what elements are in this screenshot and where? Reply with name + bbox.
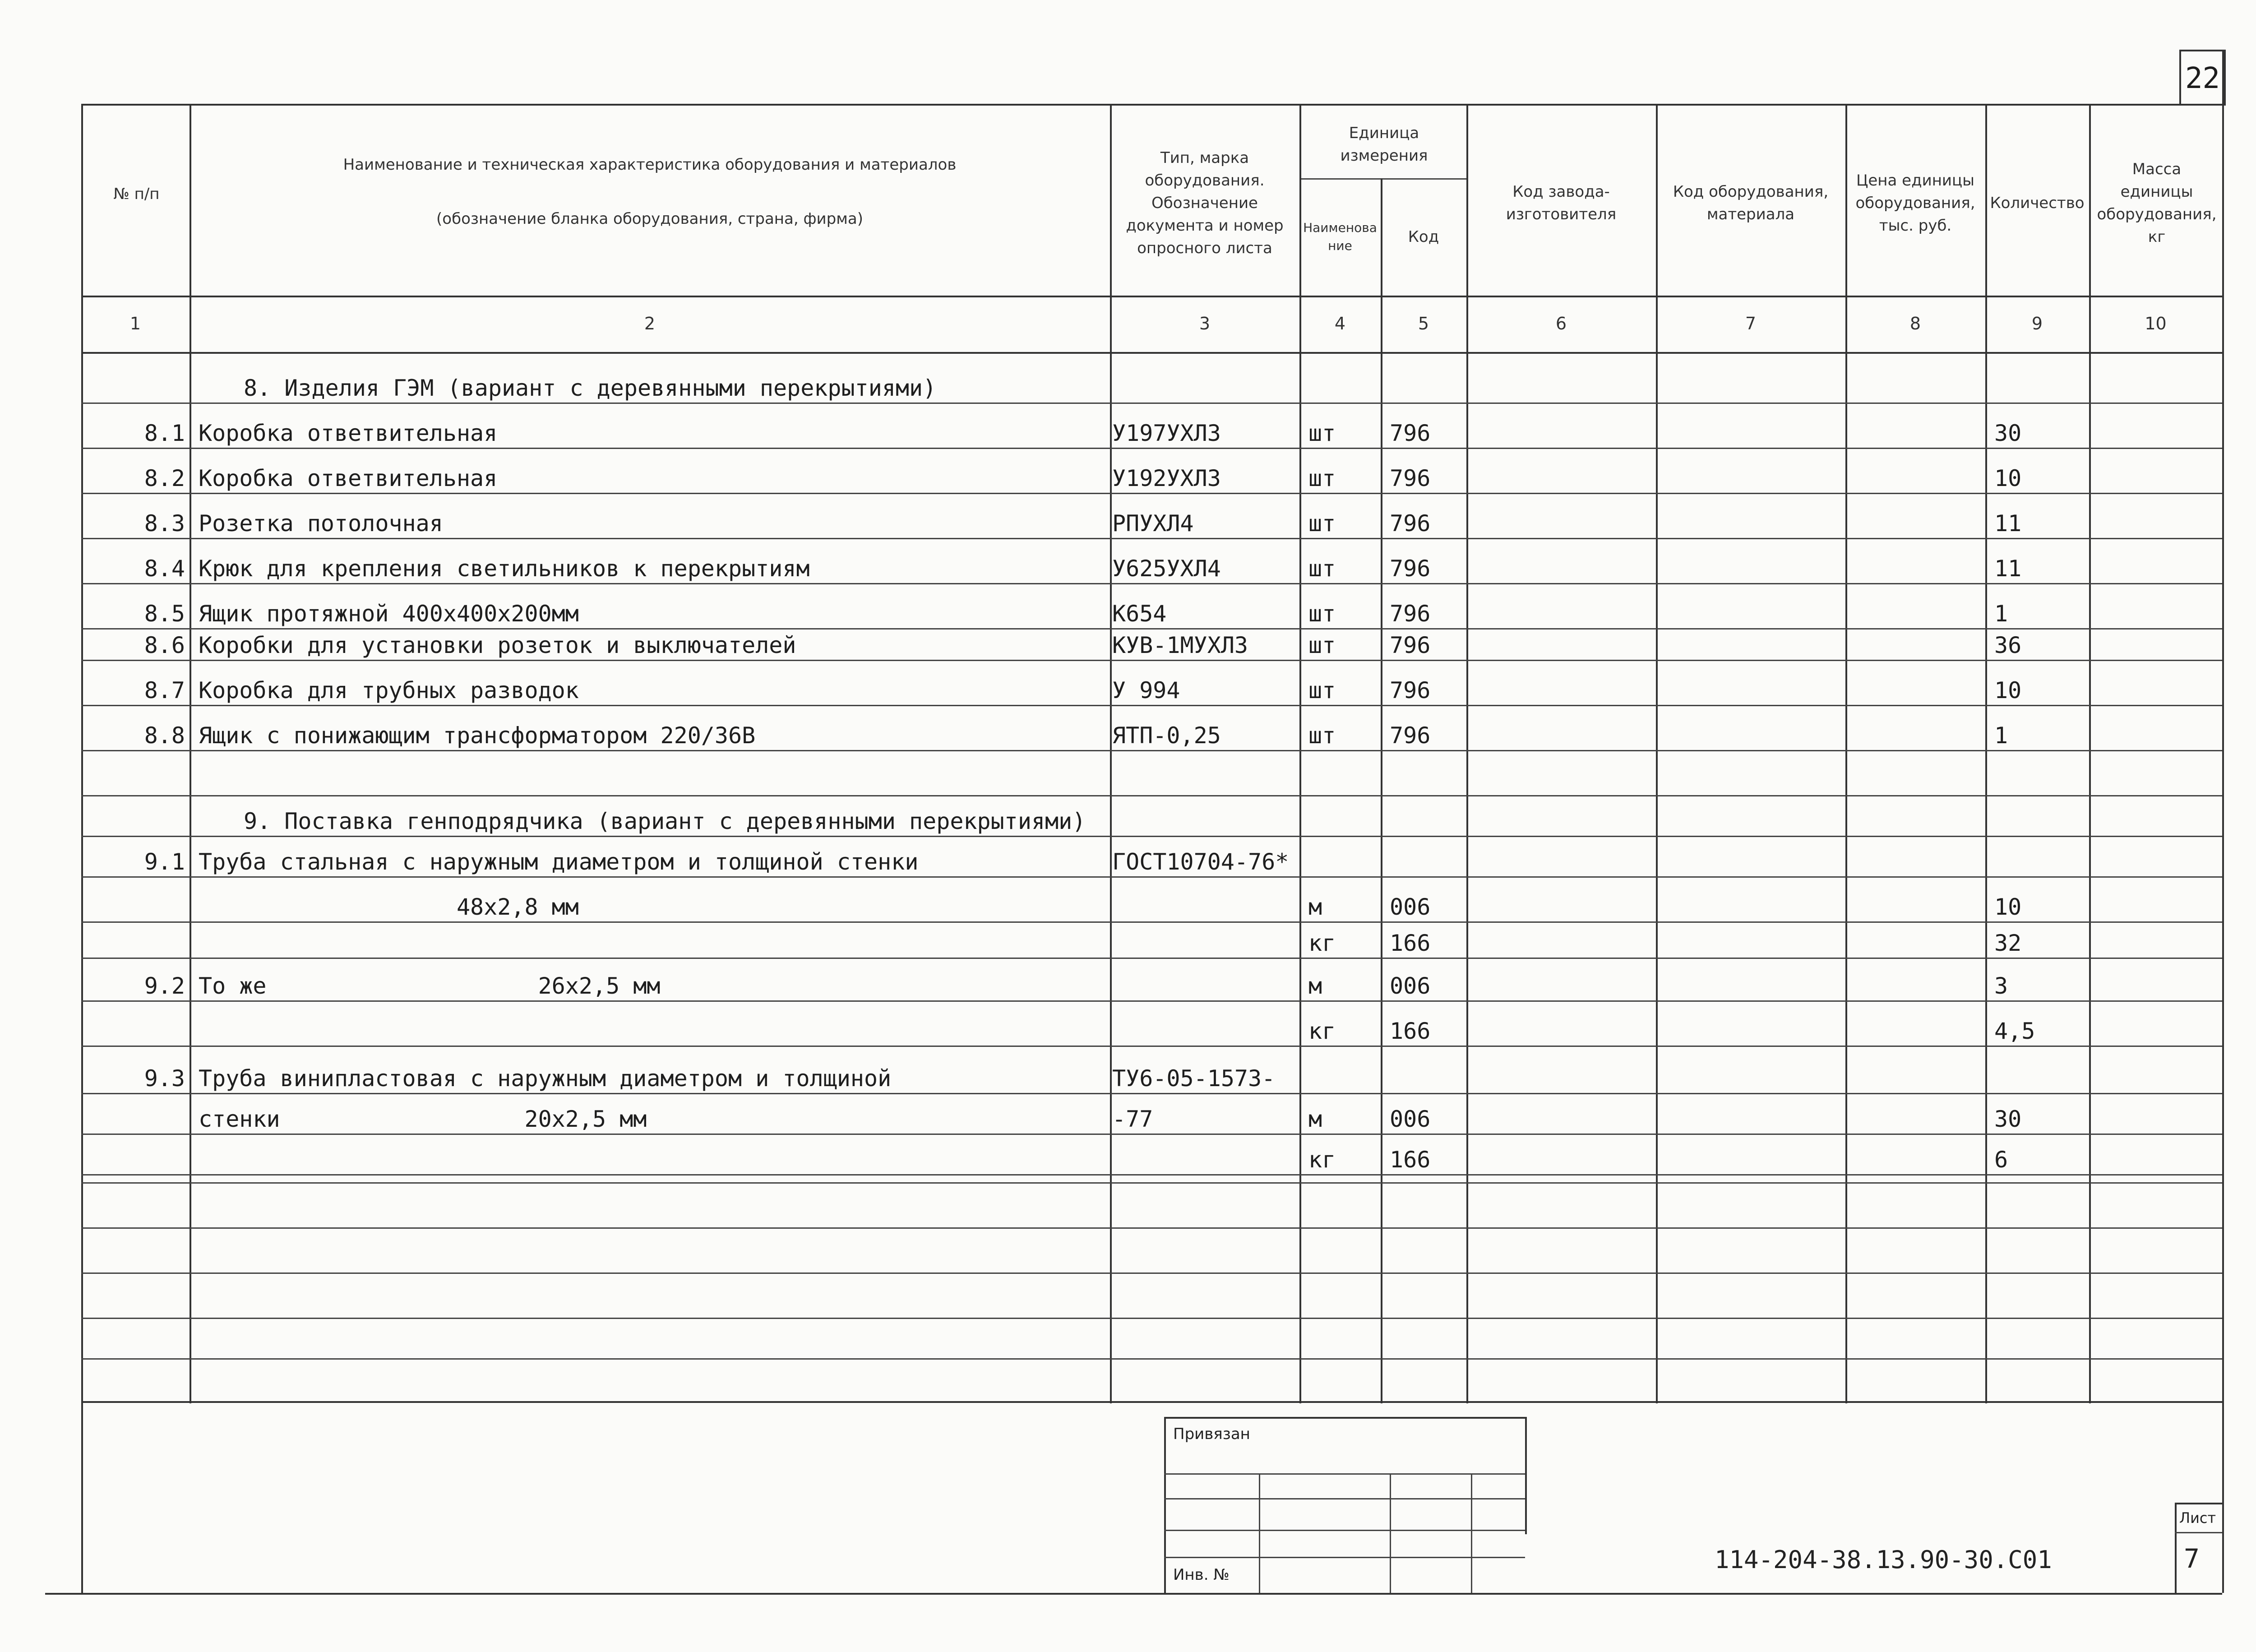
row-code: 796 bbox=[1390, 677, 1431, 703]
right-frame bbox=[2222, 50, 2224, 1593]
row-number: 9.1 bbox=[144, 849, 185, 875]
row-name: 9. Поставка генподрядчика (вариант с деревянными перекрытиями) bbox=[244, 808, 1086, 834]
row-type: ЯТП-0,25 bbox=[1112, 722, 1221, 749]
col-divider-2 bbox=[1110, 104, 1112, 1403]
row-name: 48х2,8 мм bbox=[199, 894, 579, 920]
list-box-mid bbox=[2175, 1532, 2222, 1533]
colnum-6: 6 bbox=[1555, 314, 1567, 333]
row-type: У 994 bbox=[1112, 677, 1180, 703]
col-divider-5 bbox=[1466, 104, 1468, 1403]
row-line bbox=[81, 538, 2222, 539]
colnum-2: 2 bbox=[644, 314, 656, 333]
list-box-left bbox=[2175, 1503, 2177, 1593]
row-qty: 3 bbox=[1994, 973, 2008, 999]
stamp-v-3 bbox=[1471, 1473, 1472, 1593]
row-qty: 1 bbox=[1994, 722, 2008, 749]
row-code: 796 bbox=[1390, 555, 1431, 582]
col-divider-8 bbox=[1985, 104, 1987, 1403]
colnum-1: 1 bbox=[129, 314, 141, 333]
row-number: 8.2 bbox=[144, 465, 185, 491]
row-number: 8.3 bbox=[144, 510, 185, 537]
row-unit: кг bbox=[1308, 1147, 1336, 1173]
unit-subheader-line bbox=[1299, 178, 1466, 180]
row-number: 8.5 bbox=[144, 601, 185, 627]
row-unit: шт bbox=[1308, 420, 1336, 446]
table-bottom-border bbox=[81, 1401, 2222, 1403]
row-line bbox=[81, 876, 2222, 878]
header-col4: Наименование bbox=[1303, 220, 1377, 253]
row-line bbox=[81, 1134, 2222, 1135]
stamp-v-1 bbox=[1259, 1473, 1260, 1593]
row-number: 8.4 bbox=[144, 555, 185, 582]
col-divider-9 bbox=[2089, 104, 2091, 1403]
row-line-empty-4 bbox=[81, 1318, 2222, 1319]
stamp-v-2 bbox=[1390, 1473, 1391, 1593]
row-type: У197УХЛ3 bbox=[1112, 420, 1221, 446]
col-divider-6 bbox=[1656, 104, 1658, 1403]
header-col10: Масса единицы оборудования, кг bbox=[2097, 160, 2217, 246]
col-divider-1 bbox=[190, 104, 191, 1403]
row-type: У192УХЛ3 bbox=[1112, 465, 1221, 491]
row-number: 9.2 bbox=[144, 973, 185, 999]
row-name: То же 26х2,5 мм bbox=[199, 973, 661, 999]
row-name: стенки 20х2,5 мм bbox=[199, 1106, 647, 1132]
row-unit: шт bbox=[1308, 601, 1336, 627]
header-col1: № п/п bbox=[113, 185, 160, 203]
row-line bbox=[81, 493, 2222, 494]
row-line-empty-2 bbox=[81, 1227, 2222, 1229]
row-qty: 10 bbox=[1994, 894, 2022, 920]
row-number: 8.6 bbox=[144, 632, 185, 658]
row-line bbox=[81, 958, 2222, 959]
colnum-9: 9 bbox=[2031, 314, 2043, 333]
header-col2-line2: (обозначение бланка оборудования, страна, фирма) bbox=[436, 210, 863, 228]
header-col2-line1: Наименование и техническая характеристика оборудования и материалов bbox=[343, 156, 957, 174]
row-name: Коробка для трубных разводок bbox=[199, 677, 579, 703]
row-type: ГОСТ10704-76* bbox=[1112, 849, 1289, 875]
col-divider-3 bbox=[1299, 104, 1301, 1403]
row-name: Труба стальная с наружным диаметром и толщиной стенки bbox=[199, 849, 919, 875]
row-type: К654 bbox=[1112, 601, 1167, 627]
row-line bbox=[81, 583, 2222, 584]
row-code: 006 bbox=[1390, 1106, 1431, 1132]
colnum-5: 5 bbox=[1418, 314, 1429, 333]
row-code: 006 bbox=[1390, 973, 1431, 999]
row-type: ТУ6-05-1573- bbox=[1112, 1065, 1276, 1092]
colnum-10: 10 bbox=[2145, 314, 2167, 333]
row-code: 796 bbox=[1390, 510, 1431, 537]
row-type: У625УХЛ4 bbox=[1112, 555, 1221, 582]
row-name: Крюк для крепления светильников к перекрытиям bbox=[199, 555, 810, 582]
stamp-top bbox=[1164, 1417, 1525, 1419]
row-line-empty-3 bbox=[81, 1273, 2222, 1274]
table-top-border bbox=[81, 104, 2222, 106]
row-line bbox=[81, 750, 2222, 751]
header-col5: Код bbox=[1408, 228, 1439, 246]
colnum-8: 8 bbox=[1909, 314, 1921, 333]
row-code: 166 bbox=[1390, 930, 1431, 956]
col-divider-4 bbox=[1381, 178, 1382, 1403]
row-qty: 11 bbox=[1994, 555, 2022, 582]
row-number: 8.7 bbox=[144, 677, 185, 703]
row-line bbox=[81, 795, 2222, 796]
col-divider-7 bbox=[1845, 104, 1847, 1403]
row-code: 796 bbox=[1390, 722, 1431, 749]
row-name: 8. Изделия ГЭМ (вариант с деревянными перекрытиями) bbox=[244, 375, 937, 401]
header-col8: Цена единицы оборудования, тыс. руб. bbox=[1855, 171, 1975, 235]
row-line bbox=[81, 1174, 2222, 1175]
row-qty: 1 bbox=[1994, 601, 2008, 627]
row-line bbox=[81, 448, 2222, 449]
row-line-empty-1 bbox=[81, 1182, 2222, 1184]
row-line-empty-5 bbox=[81, 1358, 2222, 1360]
row-qty: 4,5 bbox=[1994, 1018, 2035, 1044]
row-unit: м bbox=[1308, 973, 1322, 999]
row-name: Розетка потолочная bbox=[199, 510, 443, 537]
row-line bbox=[81, 705, 2222, 706]
colnum-7: 7 bbox=[1745, 314, 1757, 333]
row-number: 8.1 bbox=[144, 420, 185, 446]
row-code: 796 bbox=[1390, 420, 1431, 446]
row-qty: 36 bbox=[1994, 632, 2022, 658]
bottom-frame bbox=[45, 1593, 2222, 1595]
row-type: РПУХЛ4 bbox=[1112, 510, 1194, 537]
header-col45: Единица измерения bbox=[1340, 124, 1428, 165]
row-line bbox=[81, 1093, 2222, 1094]
row-number: 9.3 bbox=[144, 1065, 185, 1092]
row-name: Ящик с понижающим трансформатором 220/36В bbox=[199, 722, 756, 749]
row-code: 006 bbox=[1390, 894, 1431, 920]
row-name: Ящик протяжной 400х400х200мм bbox=[199, 601, 579, 627]
row-unit: кг bbox=[1308, 930, 1336, 956]
row-qty: 6 bbox=[1994, 1147, 2008, 1173]
row-unit: м bbox=[1308, 894, 1322, 920]
row-unit: кг bbox=[1308, 1018, 1336, 1044]
row-code: 796 bbox=[1390, 601, 1431, 627]
row-unit: шт bbox=[1308, 677, 1336, 703]
header-col9: Количество bbox=[1990, 194, 2085, 212]
row-type: КУВ-1МУХЛ3 bbox=[1112, 632, 1248, 658]
list-label: Лист bbox=[2179, 1509, 2216, 1527]
row-qty: 30 bbox=[1994, 1106, 2022, 1132]
row-qty: 10 bbox=[1994, 677, 2022, 703]
row-unit: шт bbox=[1308, 510, 1336, 537]
header-col7: Код оборудования, материала bbox=[1673, 183, 1829, 223]
row-unit: шт bbox=[1308, 722, 1336, 749]
row-type: -77 bbox=[1112, 1106, 1153, 1132]
stamp-inv: Инв. № bbox=[1173, 1566, 1230, 1584]
row-line bbox=[81, 660, 2222, 661]
list-box-top bbox=[2175, 1503, 2222, 1504]
row-qty: 10 bbox=[1994, 465, 2022, 491]
list-number: 7 bbox=[2184, 1543, 2200, 1574]
row-line bbox=[81, 836, 2222, 837]
row-qty: 30 bbox=[1994, 420, 2022, 446]
row-line bbox=[81, 403, 2222, 404]
row-name: Коробка ответвительная bbox=[199, 420, 498, 446]
row-line bbox=[81, 921, 2222, 923]
row-line bbox=[81, 628, 2222, 629]
row-qty: 11 bbox=[1994, 510, 2022, 537]
row-unit: шт bbox=[1308, 465, 1336, 491]
header-col3: Тип, марка оборудования. Обозначение документа и номер опросного листа bbox=[1126, 149, 1284, 257]
row-qty: 32 bbox=[1994, 930, 2022, 956]
colnum-4: 4 bbox=[1334, 314, 1346, 333]
colnum-bottom-border bbox=[81, 352, 2222, 354]
stamp-right bbox=[1525, 1417, 1527, 1534]
row-unit: м bbox=[1308, 1106, 1322, 1132]
row-code: 796 bbox=[1390, 465, 1431, 491]
header-bottom-border bbox=[81, 296, 2222, 297]
row-name: Труба винипластовая с наружным диаметром и толщиной bbox=[199, 1065, 892, 1092]
stamp-left bbox=[1164, 1417, 1166, 1593]
row-unit: шт bbox=[1308, 555, 1336, 582]
page-number: 22 bbox=[2179, 50, 2226, 106]
row-code: 166 bbox=[1390, 1018, 1431, 1044]
document-number: 114-204-38.13.90-30.С01 bbox=[1715, 1546, 2052, 1574]
row-line bbox=[81, 1046, 2222, 1047]
row-name: Коробка ответвительная bbox=[199, 465, 498, 491]
colnum-3: 3 bbox=[1199, 314, 1211, 333]
row-unit: шт bbox=[1308, 632, 1336, 658]
header-col6: Код завода-изготовителя bbox=[1506, 183, 1617, 223]
row-code: 166 bbox=[1390, 1147, 1431, 1173]
stamp-privyazan: Привязан bbox=[1173, 1425, 1250, 1443]
row-name: Коробки для установки розеток и выключателей bbox=[199, 632, 796, 658]
row-line bbox=[81, 1000, 2222, 1002]
row-code: 796 bbox=[1390, 632, 1431, 658]
row-number: 8.8 bbox=[144, 722, 185, 749]
